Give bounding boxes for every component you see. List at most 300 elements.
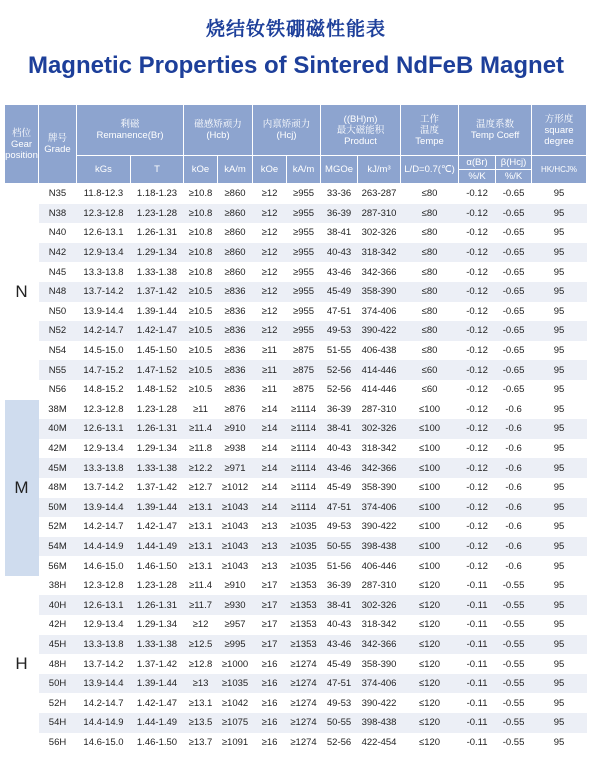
value-cell: ≤100	[419, 482, 441, 494]
value-cell: 12.9-13.4	[83, 443, 124, 455]
grade-cell: 40H	[39, 595, 77, 615]
unit-koe-hcj: kOe	[253, 156, 287, 184]
table-body	[5, 184, 587, 753]
unit-alpha-br: α(Br)	[459, 156, 496, 170]
value-cell: 13.9-14.4	[77, 674, 131, 694]
value-cell: 1.33-1.38	[131, 458, 184, 478]
value-cell: ≤80	[421, 188, 438, 200]
value-cell: ≥1114	[291, 482, 316, 494]
value-cell: ≥955	[287, 282, 321, 302]
value-cell: -0.6	[496, 537, 532, 557]
value-cell: 13.3-13.8	[83, 266, 124, 278]
value-cell: -0.11	[459, 635, 496, 655]
value-cell: ≥11	[261, 345, 278, 357]
unit-t: T	[131, 156, 184, 184]
grade-cell: N56	[48, 384, 67, 396]
unit-kam-hcb: kA/m	[218, 156, 253, 184]
value-cell: ≥12	[192, 619, 209, 631]
grade-cell: N40	[48, 227, 67, 239]
value-cell: -0.12	[466, 443, 488, 455]
value-cell: ≥12	[253, 282, 287, 302]
value-cell: -0.12	[459, 498, 496, 518]
value-cell: 45-49	[326, 482, 352, 494]
grade-cell: N48	[39, 282, 77, 302]
table-row	[5, 400, 587, 420]
value-cell: 47-51	[321, 674, 358, 694]
value-cell: 374-406	[358, 498, 401, 518]
value-cell: 95	[553, 266, 565, 278]
value-cell: 43-46	[321, 458, 358, 478]
grade-cell: N54	[48, 345, 67, 357]
value-cell: 95	[553, 227, 565, 239]
value-cell: 12.6-13.1	[77, 419, 131, 439]
value-cell: ≥14	[261, 403, 278, 415]
value-cell: 95	[553, 736, 565, 748]
value-cell: 1.37-1.42	[136, 658, 178, 670]
value-cell: ≤100	[401, 537, 459, 557]
header-grade	[39, 105, 77, 184]
unit-hk-hcj: HK/HCJ%	[532, 156, 587, 184]
value-cell: 406-446	[361, 560, 397, 572]
grade-cell: N55	[39, 360, 77, 380]
value-cell: ≥836	[224, 384, 246, 396]
value-cell: -0.11	[466, 697, 488, 709]
value-cell: -0.12	[466, 266, 488, 278]
grade-cell: N42	[39, 243, 77, 263]
value-cell: 36-39	[326, 580, 352, 592]
value-cell: ≥12.7	[188, 482, 213, 494]
value-cell: -0.12	[459, 321, 496, 341]
value-cell: -0.6	[505, 403, 522, 415]
value-cell: ≥910	[218, 419, 253, 439]
value-cell: 358-390	[361, 482, 397, 494]
value-cell: 52-56	[321, 360, 358, 380]
value-cell: ≥875	[292, 384, 315, 396]
header-hcj	[253, 105, 321, 156]
value-cell: -0.6	[505, 521, 522, 533]
value-cell: ≥13	[261, 560, 278, 572]
header-temp-cn2: 温度	[420, 124, 440, 136]
value-cell: 40-43	[321, 243, 358, 263]
table-row	[5, 302, 587, 322]
value-cell: 95	[532, 635, 587, 655]
value-cell: 358-390	[358, 282, 401, 302]
unit-kgs: kGs	[77, 156, 131, 184]
value-cell: 95	[532, 321, 587, 341]
value-cell: ≤120	[401, 635, 459, 655]
value-cell: ≤80	[401, 243, 459, 263]
value-cell: 14.6-15.0	[83, 736, 124, 748]
value-cell: ≥13.1	[188, 697, 213, 709]
value-cell: 1.39-1.44	[131, 674, 184, 694]
unit-kam-hcj: kA/m	[287, 156, 321, 184]
value-cell: 40-43	[326, 619, 352, 631]
value-cell: -0.6	[505, 560, 522, 572]
table-row	[5, 223, 587, 243]
value-cell: ≥13.1	[184, 537, 218, 557]
value-cell: ≥1043	[218, 537, 253, 557]
value-cell: 95	[553, 521, 565, 533]
gear-position-cell: H	[5, 576, 39, 752]
value-cell: 14.6-15.0	[83, 560, 124, 572]
value-cell: ≥1043	[221, 521, 249, 533]
value-cell: ≥1114	[287, 419, 321, 439]
value-cell: ≤80	[401, 321, 459, 341]
header-remanence	[77, 105, 184, 156]
value-cell: -0.6	[505, 443, 522, 455]
value-cell: 95	[553, 443, 565, 455]
value-cell: ≤120	[419, 658, 441, 670]
value-cell: ≥1274	[290, 736, 317, 748]
value-cell: 51-56	[326, 560, 352, 572]
value-cell: 12.6-13.1	[77, 595, 131, 615]
table-row	[5, 282, 587, 302]
value-cell: -0.11	[466, 736, 488, 748]
table-header	[5, 105, 587, 184]
value-cell: ≥875	[292, 345, 315, 357]
value-cell: ≤100	[401, 458, 459, 478]
value-cell: 38-41	[326, 227, 352, 239]
value-cell: ≤100	[419, 560, 441, 572]
value-cell: 1.29-1.34	[136, 619, 178, 631]
value-cell: ≥13.1	[184, 498, 218, 518]
value-cell: ≥12.5	[184, 635, 218, 655]
value-cell: ≥1075	[218, 713, 253, 733]
value-cell: 14.2-14.7	[83, 521, 124, 533]
value-cell: 49-53	[326, 521, 352, 533]
value-cell: 95	[532, 537, 587, 557]
value-cell: ≥1114	[291, 443, 316, 455]
value-cell: ≥955	[292, 188, 315, 200]
value-cell: ≥10.8	[188, 266, 213, 278]
value-cell: ≤80	[421, 345, 438, 357]
grade-cell: 50H	[39, 674, 77, 694]
value-cell: -0.55	[502, 658, 525, 670]
table-row	[5, 380, 587, 400]
value-cell: ≥1274	[290, 697, 317, 709]
value-cell: ≥860	[224, 227, 246, 239]
value-cell: -0.11	[459, 674, 496, 694]
value-cell: 95	[553, 384, 565, 396]
value-cell: ≥13	[253, 537, 287, 557]
unit-beta-hcj: β(Hcj)	[496, 156, 532, 170]
value-cell: ≤120	[419, 736, 441, 748]
value-cell: ≥10.8	[184, 204, 218, 224]
value-cell: -0.65	[496, 360, 532, 380]
value-cell: ≥876	[224, 403, 246, 415]
value-cell: ≥1035	[287, 537, 321, 557]
value-cell: ≤80	[421, 266, 438, 278]
value-cell: 1.42-1.47	[136, 697, 178, 709]
value-cell: -0.65	[502, 266, 525, 278]
header-grade-cn: 牌号	[47, 133, 67, 144]
value-cell: 95	[553, 345, 565, 357]
value-cell: -0.55	[502, 619, 525, 631]
value-cell: 12.3-12.8	[83, 580, 124, 592]
value-cell: -0.55	[496, 635, 532, 655]
header-square-cn: 方形度	[544, 113, 574, 125]
value-cell: ≤120	[401, 713, 459, 733]
value-cell: 1.37-1.42	[131, 282, 184, 302]
value-cell: 12.6-13.1	[83, 227, 124, 239]
grade-cell: N38	[39, 204, 77, 224]
value-cell: ≥1035	[290, 560, 317, 572]
value-cell: ≥11	[253, 360, 287, 380]
value-cell: -0.12	[466, 227, 488, 239]
grade-cell: N45	[48, 266, 67, 278]
value-cell: ≥955	[292, 305, 315, 317]
value-cell: ≤120	[419, 697, 441, 709]
table-row	[5, 595, 587, 615]
value-cell: ≥12	[253, 321, 287, 341]
table-row	[5, 615, 587, 635]
value-cell: 414-446	[361, 384, 397, 396]
value-cell: 52-56	[326, 736, 352, 748]
value-cell: 33-36	[326, 188, 352, 200]
value-cell: 302-326	[361, 227, 397, 239]
header-br-en: Remanence(Br)	[96, 130, 164, 141]
value-cell: ≥11	[192, 403, 209, 415]
value-cell: 14.7-15.2	[77, 360, 131, 380]
table-row	[5, 537, 587, 557]
grade-cell: 40M	[39, 419, 77, 439]
value-cell: -0.65	[496, 204, 532, 224]
value-cell: ≥11.7	[184, 595, 218, 615]
value-cell: ≥860	[218, 204, 253, 224]
value-cell: 43-46	[321, 635, 358, 655]
value-cell: 318-342	[358, 243, 401, 263]
table-row	[5, 341, 587, 361]
value-cell: -0.12	[459, 282, 496, 302]
value-cell: -0.55	[496, 595, 532, 615]
value-cell: 1.44-1.49	[131, 713, 184, 733]
value-cell: -0.12	[466, 482, 488, 494]
value-cell: 302-326	[358, 419, 401, 439]
header-hcj-en: (Hcj)	[276, 130, 297, 141]
value-cell: 342-366	[358, 458, 401, 478]
value-cell: -0.12	[466, 305, 488, 317]
value-cell: ≥1012	[221, 482, 249, 494]
value-cell: -0.12	[466, 560, 488, 572]
value-cell: 1.39-1.44	[136, 305, 178, 317]
value-cell: ≤100	[419, 443, 441, 455]
value-cell: 390-422	[361, 697, 397, 709]
value-cell: -0.12	[459, 537, 496, 557]
value-cell: 374-406	[361, 305, 397, 317]
value-cell: 302-326	[358, 595, 401, 615]
page-title-english: Magnetic Properties of Sintered NdFeB Magnet	[27, 52, 565, 79]
value-cell: ≥860	[218, 243, 253, 263]
value-cell: -0.12	[459, 419, 496, 439]
grade-cell: 52H	[48, 697, 67, 709]
value-cell: 263-287	[361, 188, 397, 200]
value-cell: 1.23-1.28	[136, 580, 178, 592]
value-cell: -0.65	[496, 243, 532, 263]
value-cell: ≥12	[261, 266, 278, 278]
value-cell: ≤80	[421, 227, 438, 239]
grade-cell: 48M	[48, 482, 67, 494]
value-cell: -0.6	[505, 482, 522, 494]
value-cell: -0.65	[502, 188, 525, 200]
value-cell: -0.11	[459, 595, 496, 615]
value-cell: -0.11	[466, 580, 488, 592]
grade-cell: 56H	[48, 736, 67, 748]
unit-ld: L/D=0.7(℃)	[401, 156, 459, 184]
value-cell: ≤120	[419, 580, 441, 592]
value-cell: ≥16	[261, 697, 278, 709]
header-grade-en: Grade	[44, 144, 71, 155]
header-bh-en: Product	[344, 135, 377, 147]
value-cell: ≥1353	[287, 595, 321, 615]
value-cell: ≥971	[218, 458, 253, 478]
value-cell: ≥13.1	[188, 521, 213, 533]
value-cell: -0.55	[502, 736, 525, 748]
value-cell: 13.7-14.2	[77, 282, 131, 302]
value-cell: -0.55	[496, 674, 532, 694]
value-cell: ≥1274	[287, 674, 321, 694]
magnet-properties-table	[4, 104, 587, 752]
value-cell: ≥10.8	[188, 227, 213, 239]
value-cell: 358-390	[361, 658, 397, 670]
page-title-chinese: 烧结钕铁硼磁性能表	[205, 18, 386, 40]
header-bh-line1: ((BH)m)	[343, 113, 378, 125]
header-temp-coeff	[459, 105, 532, 156]
value-cell: 13.3-13.8	[77, 635, 131, 655]
value-cell: 40-43	[326, 443, 352, 455]
value-cell: -0.12	[459, 360, 496, 380]
value-cell: ≤100	[419, 521, 441, 533]
value-cell: ≥955	[292, 227, 315, 239]
grade-cell: 52M	[48, 521, 67, 533]
value-cell: ≥10.8	[184, 243, 218, 263]
table-row	[5, 262, 587, 282]
value-cell: -0.12	[466, 403, 488, 415]
value-cell: -0.65	[502, 305, 525, 317]
grade-cell: 45H	[39, 635, 77, 655]
value-cell: 12.3-12.8	[83, 403, 124, 415]
header-gear-position	[5, 105, 39, 184]
value-cell: -0.12	[466, 188, 488, 200]
value-cell: ≥10.5	[188, 345, 213, 357]
value-cell: 95	[553, 305, 565, 317]
unit-kjm3: kJ/m³	[358, 156, 401, 184]
value-cell: 95	[532, 498, 587, 518]
grade-cell: 56M	[48, 560, 67, 572]
value-cell: ≤120	[401, 674, 459, 694]
grade-cell: N52	[39, 321, 77, 341]
header-hcb-cn: 磁感矫顽力	[194, 119, 242, 130]
value-cell: ≥1091	[221, 736, 249, 748]
header-hcj-cn: 内禀矫顽力	[262, 119, 311, 130]
header-coeff-cn: 温度系数	[476, 119, 515, 130]
value-cell: 14.4-14.9	[77, 713, 131, 733]
value-cell: 95	[553, 482, 565, 494]
value-cell: 14.5-15.0	[83, 345, 124, 357]
value-cell: ≥957	[224, 619, 246, 631]
grade-cell: 48H	[48, 658, 67, 670]
value-cell: 1.37-1.42	[136, 482, 178, 494]
value-cell: 95	[553, 619, 565, 631]
table-row	[5, 458, 587, 478]
value-cell: ≥12	[253, 243, 287, 263]
table-row	[5, 733, 587, 753]
table-row	[5, 693, 587, 713]
value-cell: ≥1274	[287, 713, 321, 733]
value-cell: ≥14	[261, 482, 278, 494]
value-cell: 1.46-1.50	[136, 560, 178, 572]
value-cell: 1.45-1.50	[136, 345, 178, 357]
value-cell: 13.7-14.2	[83, 482, 124, 494]
value-cell: -0.12	[466, 384, 488, 396]
value-cell: 95	[532, 713, 587, 733]
table-row	[5, 321, 587, 341]
value-cell: ≥955	[292, 266, 315, 278]
value-cell: ≥12	[253, 204, 287, 224]
value-cell: -0.65	[502, 227, 525, 239]
value-cell: 95	[532, 243, 587, 263]
value-cell: -0.11	[466, 658, 488, 670]
value-cell: 47-51	[321, 498, 358, 518]
value-cell: 1.23-1.28	[131, 204, 184, 224]
gear-position-cell: M	[5, 400, 39, 576]
header-coeff-en: Temp Coeff	[470, 130, 520, 141]
value-cell: 318-342	[361, 619, 397, 631]
value-cell: ≤120	[401, 595, 459, 615]
value-cell: 1.26-1.31	[136, 227, 178, 239]
value-cell: ≤60	[421, 384, 438, 396]
table-row	[5, 498, 587, 518]
value-cell: 14.2-14.7	[83, 697, 124, 709]
value-cell: 95	[553, 188, 565, 200]
value-cell: 1.39-1.44	[131, 498, 184, 518]
value-cell: ≥11.4	[184, 419, 218, 439]
value-cell: ≥17	[261, 619, 278, 631]
header-br-cn: 剩磁	[120, 119, 140, 130]
value-cell: ≥16	[261, 736, 278, 748]
value-cell: ≥10.5	[184, 282, 218, 302]
value-cell: ≥1042	[221, 697, 249, 709]
value-cell: ≤60	[401, 360, 459, 380]
table-row	[5, 360, 587, 380]
value-cell: ≥13.1	[188, 560, 213, 572]
value-cell: 1.42-1.47	[136, 521, 178, 533]
value-cell: 43-46	[326, 266, 352, 278]
header-bh-cn: 最大磁能积	[336, 124, 385, 136]
value-cell: ≤80	[401, 282, 459, 302]
value-cell: 36-39	[326, 403, 352, 415]
value-cell: ≥11.8	[189, 443, 212, 455]
value-cell: -0.11	[459, 713, 496, 733]
value-cell: -0.55	[502, 580, 525, 592]
value-cell: 11.8-12.3	[83, 188, 124, 200]
grade-cell: N50	[48, 305, 67, 317]
value-cell: -0.11	[466, 619, 488, 631]
value-cell: ≥938	[224, 443, 246, 455]
value-cell: 342-366	[361, 266, 397, 278]
grade-cell: 42M	[48, 443, 67, 455]
value-cell: -0.12	[459, 243, 496, 263]
value-cell: 13.3-13.8	[77, 458, 131, 478]
value-cell: 374-406	[358, 674, 401, 694]
value-cell: 390-422	[361, 521, 397, 533]
header-temp-cn1: 工作	[420, 113, 440, 125]
value-cell: ≥995	[218, 635, 253, 655]
value-cell: ≤100	[419, 403, 441, 415]
value-cell: ≥12	[261, 305, 278, 317]
value-cell: ≥14	[261, 443, 278, 455]
table-row	[5, 556, 587, 576]
value-cell: ≥1353	[290, 619, 317, 631]
